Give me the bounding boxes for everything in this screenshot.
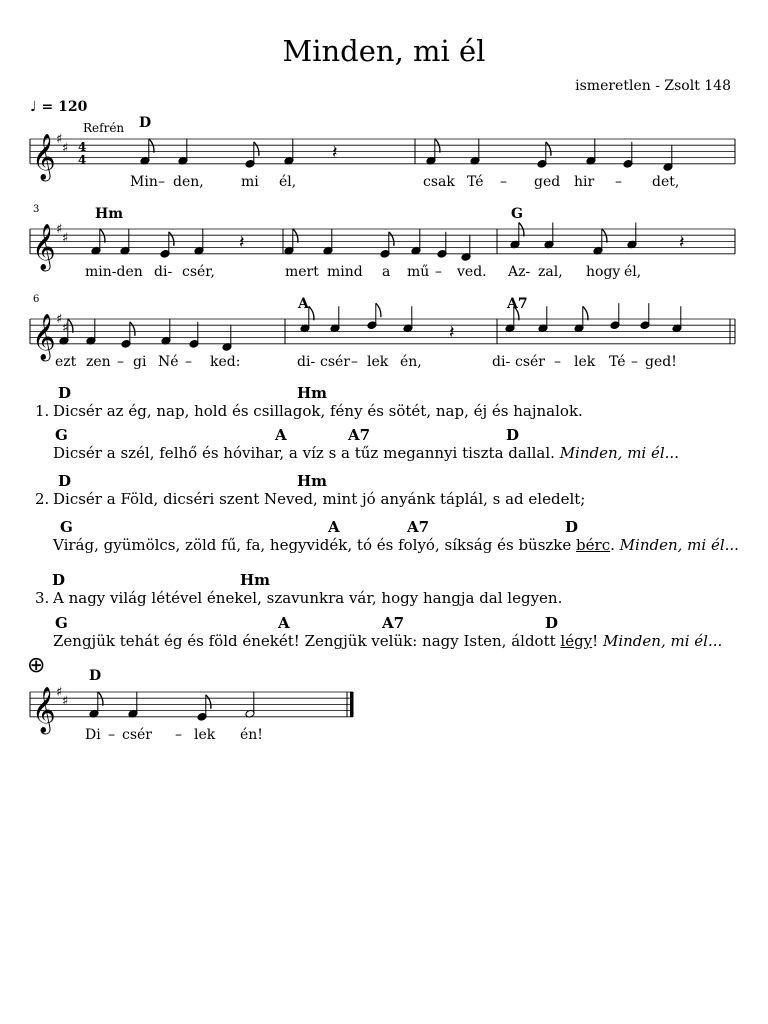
chord-symbol: D bbox=[545, 614, 559, 632]
quarter-rest-icon: 𝄽 bbox=[449, 322, 455, 343]
chord-symbol: D bbox=[565, 518, 579, 536]
lyric-syllable: ezt bbox=[55, 354, 77, 370]
lyric-syllable: det, bbox=[652, 174, 680, 190]
tempo-marking: ♩ = 120 bbox=[30, 99, 88, 115]
lyric-syllable: mi bbox=[241, 174, 259, 190]
lyric-syllable: csak bbox=[423, 174, 455, 190]
lyric-hyphen: – bbox=[117, 354, 124, 370]
refrain-cue: Minden, mi él... bbox=[559, 444, 679, 462]
verse-text bbox=[53, 536, 739, 554]
chord-symbol: Hm bbox=[297, 384, 328, 402]
treble-clef-icon: 𝄞 bbox=[32, 133, 56, 180]
verse-number: 2. bbox=[35, 490, 50, 508]
refrain-cue: Minden, mi él... bbox=[619, 536, 739, 554]
chord-symbol: A bbox=[278, 614, 290, 632]
lyric-hyphen: – bbox=[108, 727, 115, 743]
note-flag bbox=[254, 142, 259, 156]
chord-symbol: Hm bbox=[240, 571, 271, 589]
chord-symbol: D bbox=[506, 426, 520, 444]
sharp-icon: ♯ bbox=[62, 141, 69, 156]
lyric-syllable: mind bbox=[327, 264, 363, 280]
note-flag bbox=[309, 306, 314, 320]
chord-symbol: G bbox=[511, 206, 523, 222]
lyric-hyphen: – bbox=[615, 174, 622, 190]
chord-symbol: A bbox=[298, 296, 309, 312]
verse-text: Dicsér az ég, nap, hold és csillagok, fény és sötét, nap, éj és hajnalok. bbox=[53, 402, 583, 420]
verse-text-part: . bbox=[610, 536, 615, 554]
lyric-syllable: a bbox=[382, 264, 391, 280]
lyric-syllable: Min bbox=[130, 174, 158, 190]
chord-symbol: G bbox=[60, 518, 73, 536]
treble-clef-icon: 𝄞 bbox=[32, 313, 56, 360]
lyric-hyphen: – bbox=[435, 264, 442, 280]
note-flag bbox=[376, 303, 381, 317]
lyric-hyphen: – bbox=[351, 354, 358, 370]
page-title: Minden, mi él bbox=[282, 34, 486, 68]
note-flag bbox=[149, 139, 154, 153]
verse-text-part: Virág, gyümölcs, zöld fű, fa, hegyvidék, tó és folyó, síkság és büszke bbox=[53, 536, 577, 554]
measure-number: 3 bbox=[33, 204, 40, 215]
lyric-syllable: hir bbox=[574, 174, 595, 190]
quarter-rest-icon: 𝄽 bbox=[239, 232, 245, 253]
underlined-word: bérc bbox=[576, 536, 611, 554]
lyric-syllable: csér bbox=[515, 354, 546, 370]
lyric-syllable: ked: bbox=[210, 354, 241, 370]
lyric-syllable: csér bbox=[320, 354, 351, 370]
chord-symbol: D bbox=[52, 571, 66, 589]
lyric-hyphen: – bbox=[554, 354, 561, 370]
note-flag bbox=[602, 229, 607, 243]
lyric-syllable: Az- bbox=[508, 264, 531, 280]
lyric-syllable: ged bbox=[534, 174, 561, 190]
verse-text: A nagy világ létével énekel, szavunkra vár, hogy hangja dal legyen. bbox=[53, 589, 563, 607]
lyric-syllable: di- bbox=[297, 354, 316, 370]
lyric-syllable: di- bbox=[154, 264, 173, 280]
sharp-icon: ♯ bbox=[56, 222, 63, 237]
lyric-syllable: csér bbox=[122, 727, 153, 743]
verse-text bbox=[53, 632, 722, 650]
chord-symbol: A7 bbox=[382, 614, 405, 632]
lyric-syllable: ged! bbox=[645, 354, 677, 370]
lyric-syllable: min-den bbox=[85, 264, 143, 280]
chord-symbol: A bbox=[275, 426, 287, 444]
coda-icon: ⊕ bbox=[27, 653, 46, 678]
treble-clef-icon: 𝄞 bbox=[32, 686, 56, 733]
lyric-syllable: den, bbox=[173, 174, 204, 190]
lyric-syllable: él, bbox=[624, 264, 642, 280]
quarter-rest-icon: 𝄽 bbox=[332, 142, 338, 163]
lyric-syllable: Té bbox=[467, 174, 484, 190]
note-flag bbox=[389, 232, 394, 246]
note-flag bbox=[583, 306, 588, 320]
lyric-hyphen: – bbox=[500, 174, 507, 190]
verse-text: Dicsér a Föld, dicséri szent Neved, mint jó anyánk táplál, s ad eledelt; bbox=[53, 490, 586, 508]
lyric-hyphen: – bbox=[185, 354, 192, 370]
note-flag bbox=[519, 223, 524, 237]
note-flag bbox=[100, 229, 105, 243]
refrain-label: Refrén bbox=[83, 121, 125, 135]
time-signature-top: 4 bbox=[78, 140, 87, 154]
lyric-syllable: zen bbox=[86, 354, 111, 370]
note-flag bbox=[130, 322, 135, 336]
verse-text-part: Zengjük tehát ég és föld énekét! Zengjük velük: nagy Isten, áldott bbox=[53, 632, 561, 650]
lyric-syllable: Né bbox=[158, 354, 179, 370]
note-flag bbox=[546, 142, 551, 156]
lyric-syllable: én, bbox=[400, 354, 422, 370]
chord-symbol: D bbox=[139, 115, 152, 131]
lyric-hyphen: – bbox=[631, 354, 638, 370]
final-barline bbox=[350, 692, 354, 717]
note-flag bbox=[98, 692, 103, 706]
verse-number: 1. bbox=[35, 402, 50, 420]
verse-text-part: Dicsér a szél, felhő és hóvihar, a víz s a tűz megannyi tiszta dallal. bbox=[53, 444, 555, 462]
refrain-cue: Minden, mi él... bbox=[602, 632, 723, 650]
lyric-syllable: lek bbox=[194, 727, 216, 743]
lyric-syllable: di- bbox=[492, 354, 511, 370]
sharp-icon: ♯ bbox=[56, 132, 63, 147]
lyric-syllable: lek bbox=[367, 354, 389, 370]
verse-number: 3. bbox=[35, 589, 50, 607]
lyric-syllable: mű bbox=[407, 264, 430, 280]
lyric-syllable: hogy bbox=[586, 264, 621, 280]
chord-symbol: A7 bbox=[348, 426, 371, 444]
lyric-hyphen: – bbox=[158, 174, 165, 190]
lyric-hyphen: – bbox=[175, 727, 182, 743]
lyric-syllable: lek bbox=[574, 354, 596, 370]
time-signature-bottom: 4 bbox=[78, 153, 87, 167]
treble-clef-icon: 𝄞 bbox=[32, 223, 56, 270]
composer-credit: ismeretlen - Zsolt 148 bbox=[575, 78, 731, 94]
lyric-syllable: Té bbox=[609, 354, 626, 370]
note-flag bbox=[68, 319, 73, 333]
measure-number: 6 bbox=[33, 294, 40, 305]
chord-symbol: Hm bbox=[297, 472, 328, 490]
lyric-syllable: zal, bbox=[538, 264, 563, 280]
lyric-syllable: csér, bbox=[182, 264, 215, 280]
lyric-syllable: gi bbox=[133, 354, 147, 370]
chord-symbol: A7 bbox=[507, 296, 528, 312]
verse-text-part: ! bbox=[592, 632, 599, 650]
note-flag bbox=[435, 139, 440, 153]
lyric-syllable: ved. bbox=[457, 264, 487, 280]
sharp-icon: ♯ bbox=[62, 321, 69, 336]
note-flag bbox=[169, 232, 174, 246]
chord-symbol: D bbox=[58, 472, 72, 490]
underlined-word: légy bbox=[560, 632, 593, 650]
chord-symbol: A7 bbox=[407, 518, 430, 536]
chord-symbol: G bbox=[55, 426, 68, 444]
sharp-icon: ♯ bbox=[62, 231, 69, 246]
note-flag bbox=[206, 695, 211, 709]
lyric-syllable: mert bbox=[285, 264, 319, 280]
note-flag bbox=[293, 229, 298, 243]
chord-symbol: D bbox=[58, 384, 72, 402]
quarter-rest-icon: 𝄽 bbox=[679, 232, 685, 253]
lyric-syllable: Di bbox=[85, 727, 101, 743]
sharp-icon: ♯ bbox=[56, 685, 63, 700]
chord-symbol: A bbox=[328, 518, 340, 536]
lyric-syllable: én! bbox=[240, 727, 263, 743]
chord-symbol: G bbox=[55, 614, 68, 632]
verse-text bbox=[53, 444, 679, 462]
lyric-syllable: él, bbox=[279, 174, 297, 190]
chord-symbol: D bbox=[89, 668, 102, 684]
sharp-icon: ♯ bbox=[62, 694, 69, 709]
sharp-icon: ♯ bbox=[56, 312, 63, 327]
chord-symbol: Hm bbox=[95, 206, 124, 222]
